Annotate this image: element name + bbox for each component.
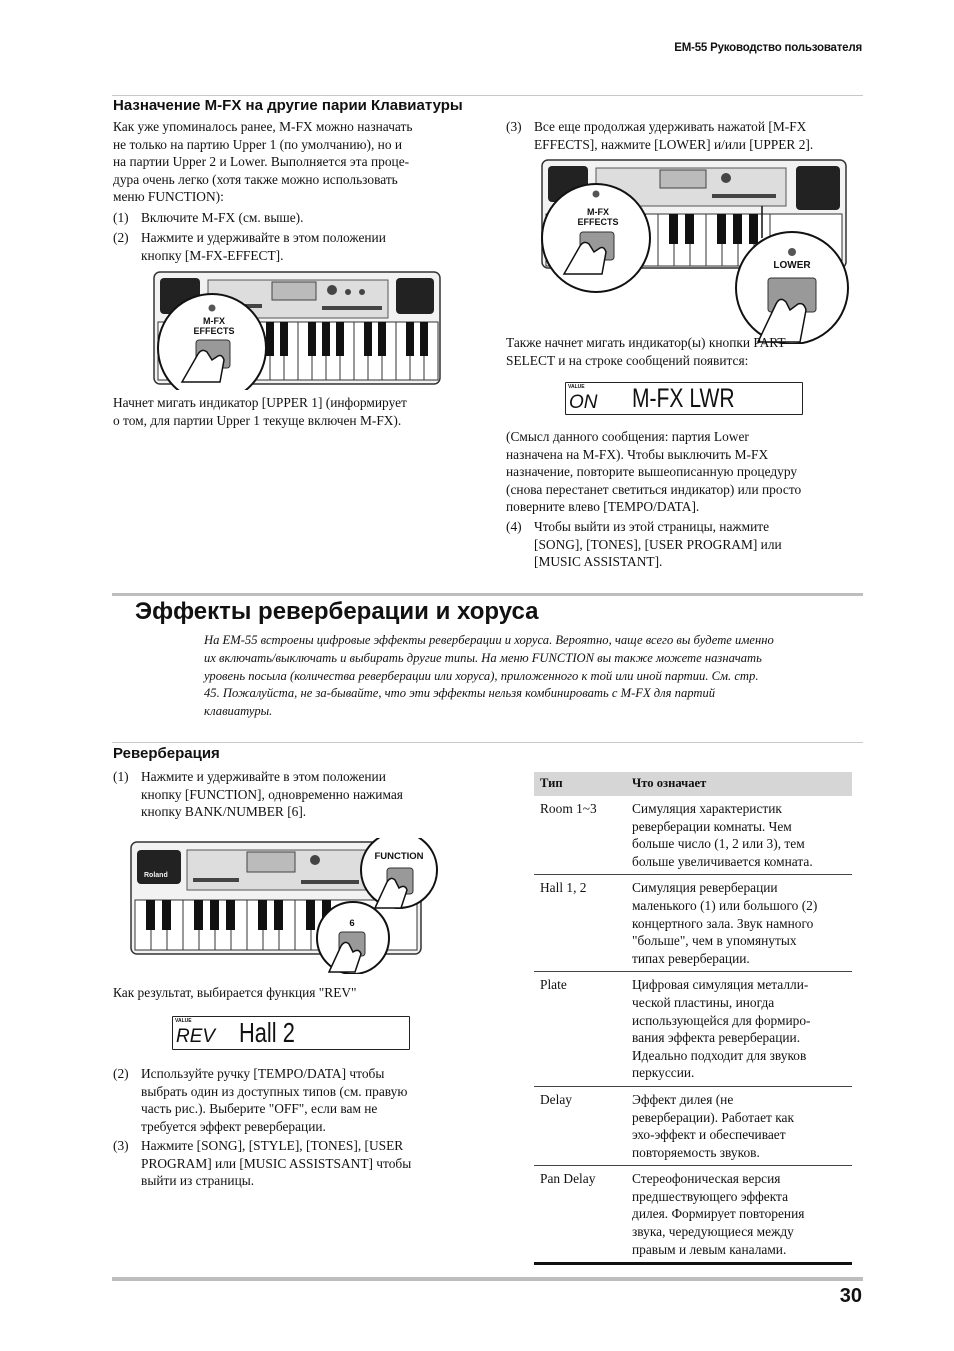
- lcd-display-mfx-lwr: VALUE ON M-FX LWR: [565, 382, 803, 415]
- lower-label-fig2: LOWER: [773, 260, 811, 271]
- col-header-type: Тип: [534, 772, 626, 796]
- meaning-cell: Симуляция характеристик реверберации комнаты. Чем больше число (1, 2 или 3), тем больше увеличивается комната.: [626, 796, 852, 875]
- mfx-step-3: (3) Все еще продолжая удерживать нажатой [M-FX EFFECTS], нажмите [LOWER] и/или [UPPER 2].: [506, 119, 814, 152]
- table-header-row: [534, 772, 852, 796]
- footer-rule: [112, 1277, 863, 1281]
- mfx-step-4: (4) Чтобы выйти из этой страницы, нажмите [SONG], [TONES], [USER PROGRAM] или [MUSIC ASSISTANT].: [506, 519, 782, 570]
- table-row: [534, 796, 852, 875]
- col-header-meaning: Что означает: [626, 772, 852, 796]
- table-row: [534, 875, 852, 972]
- meaning-cell: Стереофоническая версия предшествующего эффекта дилея. Формирует повторения звука, чередующиеся между правым и левым каналами.: [626, 1166, 852, 1264]
- table-row: [534, 1166, 852, 1264]
- lcd-right-text: Hall 2: [239, 1017, 295, 1048]
- page-number: 30: [839, 1285, 862, 1307]
- lcd-right-text: M-FX LWR: [632, 383, 735, 413]
- running-title: EM-55 Руководство пользователя: [674, 42, 862, 54]
- keyboard-illustration-lower: [540, 156, 860, 344]
- type-cell: Hall 1, 2: [534, 875, 626, 972]
- lcd-left-text: REV: [176, 1026, 216, 1047]
- mfx-after-fig1: Начнет мигать индикатор [UPPER 1] (информирует о том, для партии Upper 1 текуще включен M-FX).: [113, 395, 407, 428]
- type-cell: Room 1~3: [534, 796, 626, 875]
- type-cell: Delay: [534, 1086, 626, 1165]
- roland-brand-label: Roland: [144, 872, 168, 879]
- reverb-step-3: (3) Нажмите [SONG], [STYLE], [TONES], [USER PROGRAM] или [MUSIC ASSISTSANT] чтобы выйти из страницы.: [113, 1138, 412, 1189]
- table-row: [534, 1086, 852, 1165]
- header-rule: [112, 95, 863, 96]
- function-label-fig3: FUNCTION: [374, 851, 424, 862]
- rev-chorus-intro: На EM-55 встроены цифровые эффекты реверберации и хоруса. Вероятно, чаще всего вы будете именно их включать/выключать и выбирать другие типы. На меню FUNCTION вы также можете назначать уровень посыла (количества реверберации или хоруса), приложенного к той или иной партии. См. стр. 45. Пожалуйста, не за-бывайте, что эти эффекты нельзя комбинировать с M-FX для партий клавиатуры.: [204, 633, 774, 719]
- mfx-step-1: (1) Включите M-FX (см. выше).: [113, 210, 304, 225]
- subsection-title-reverb: Реверберация: [113, 745, 220, 762]
- mfx-effects-label-fig2: M-FX EFFECTS: [577, 207, 619, 227]
- meaning-cell: Цифровая симуляция металли- ческой пластины, иногда использующейся для формиро- вания эффекта реверберации. Идеально подходит для звуков перкуссии.: [626, 972, 852, 1087]
- section-rule-top: [112, 593, 863, 596]
- subsection-rule: [112, 742, 863, 743]
- type-cell: Pan Delay: [534, 1166, 626, 1264]
- mfx-meaning: (Смысл данного сообщения: партия Lower назначена на M-FX). Чтобы выключить M-FX назначение, повторите вышеописанную процедуру (снова перестанет светиться индикатор) или просто поверните влево [TEMPO/DATA].: [506, 429, 802, 515]
- num6-label-fig3: 6: [349, 918, 355, 929]
- mfx-effects-label-fig1: M-FX EFFECTS: [193, 316, 235, 336]
- lcd-display-rev-hall2: VALUE REV Hall 2: [172, 1016, 410, 1050]
- meaning-cell: Эффект дилея (не реверберации). Работает как эхо-эффект и обеспечивает повторяемость звуков.: [626, 1086, 852, 1165]
- section-title-rev-chorus: Эффекты реверберации и хоруса: [135, 598, 539, 625]
- reverb-types-table: [534, 772, 852, 1265]
- meaning-cell: Симуляция реверберации маленького (1) или большого (2) концертного зала. Звук намного "больше", чем в упомянутых типах реверберации.: [626, 875, 852, 972]
- table-row: [534, 972, 852, 1087]
- section-title-mfx: Назначение M-FX на другие парии Клавиатуры: [113, 97, 463, 114]
- reverb-step-2: (2) Используйте ручку [TEMPO/DATA] чтобы выбрать один из доступных типов (см. правую часть рис.). Выберите "OFF", если вам не требуется эффект реверберации.: [113, 1066, 408, 1134]
- reverb-result: Как результат, выбирается функция "REV": [113, 985, 357, 1000]
- mfx-step-2: (2) Нажмите и удерживайте в этом положении кнопку [M-FX-EFFECT].: [113, 230, 386, 263]
- mfx-after-fig2: Также начнет мигать индикатор(ы) кнопки PART SELECT и на строке сообщений появится:: [506, 335, 786, 368]
- type-cell: Plate: [534, 972, 626, 1087]
- lcd-left-text: ON: [569, 392, 598, 413]
- reverb-step-1: (1) Нажмите и удерживайте в этом положении кнопку [FUNCTION], одновременно нажимая кнопку BANK/NUMBER [6].: [113, 769, 403, 820]
- mfx-intro: Как уже упоминалось ранее, M-FX можно назначать не только на партию Upper 1 (по умолчанию), но и на партии Upper 2 и Lower. Выполняется эта проце- дура очень легко (хотя также можно использовать меню FUNCTION):: [113, 119, 413, 205]
